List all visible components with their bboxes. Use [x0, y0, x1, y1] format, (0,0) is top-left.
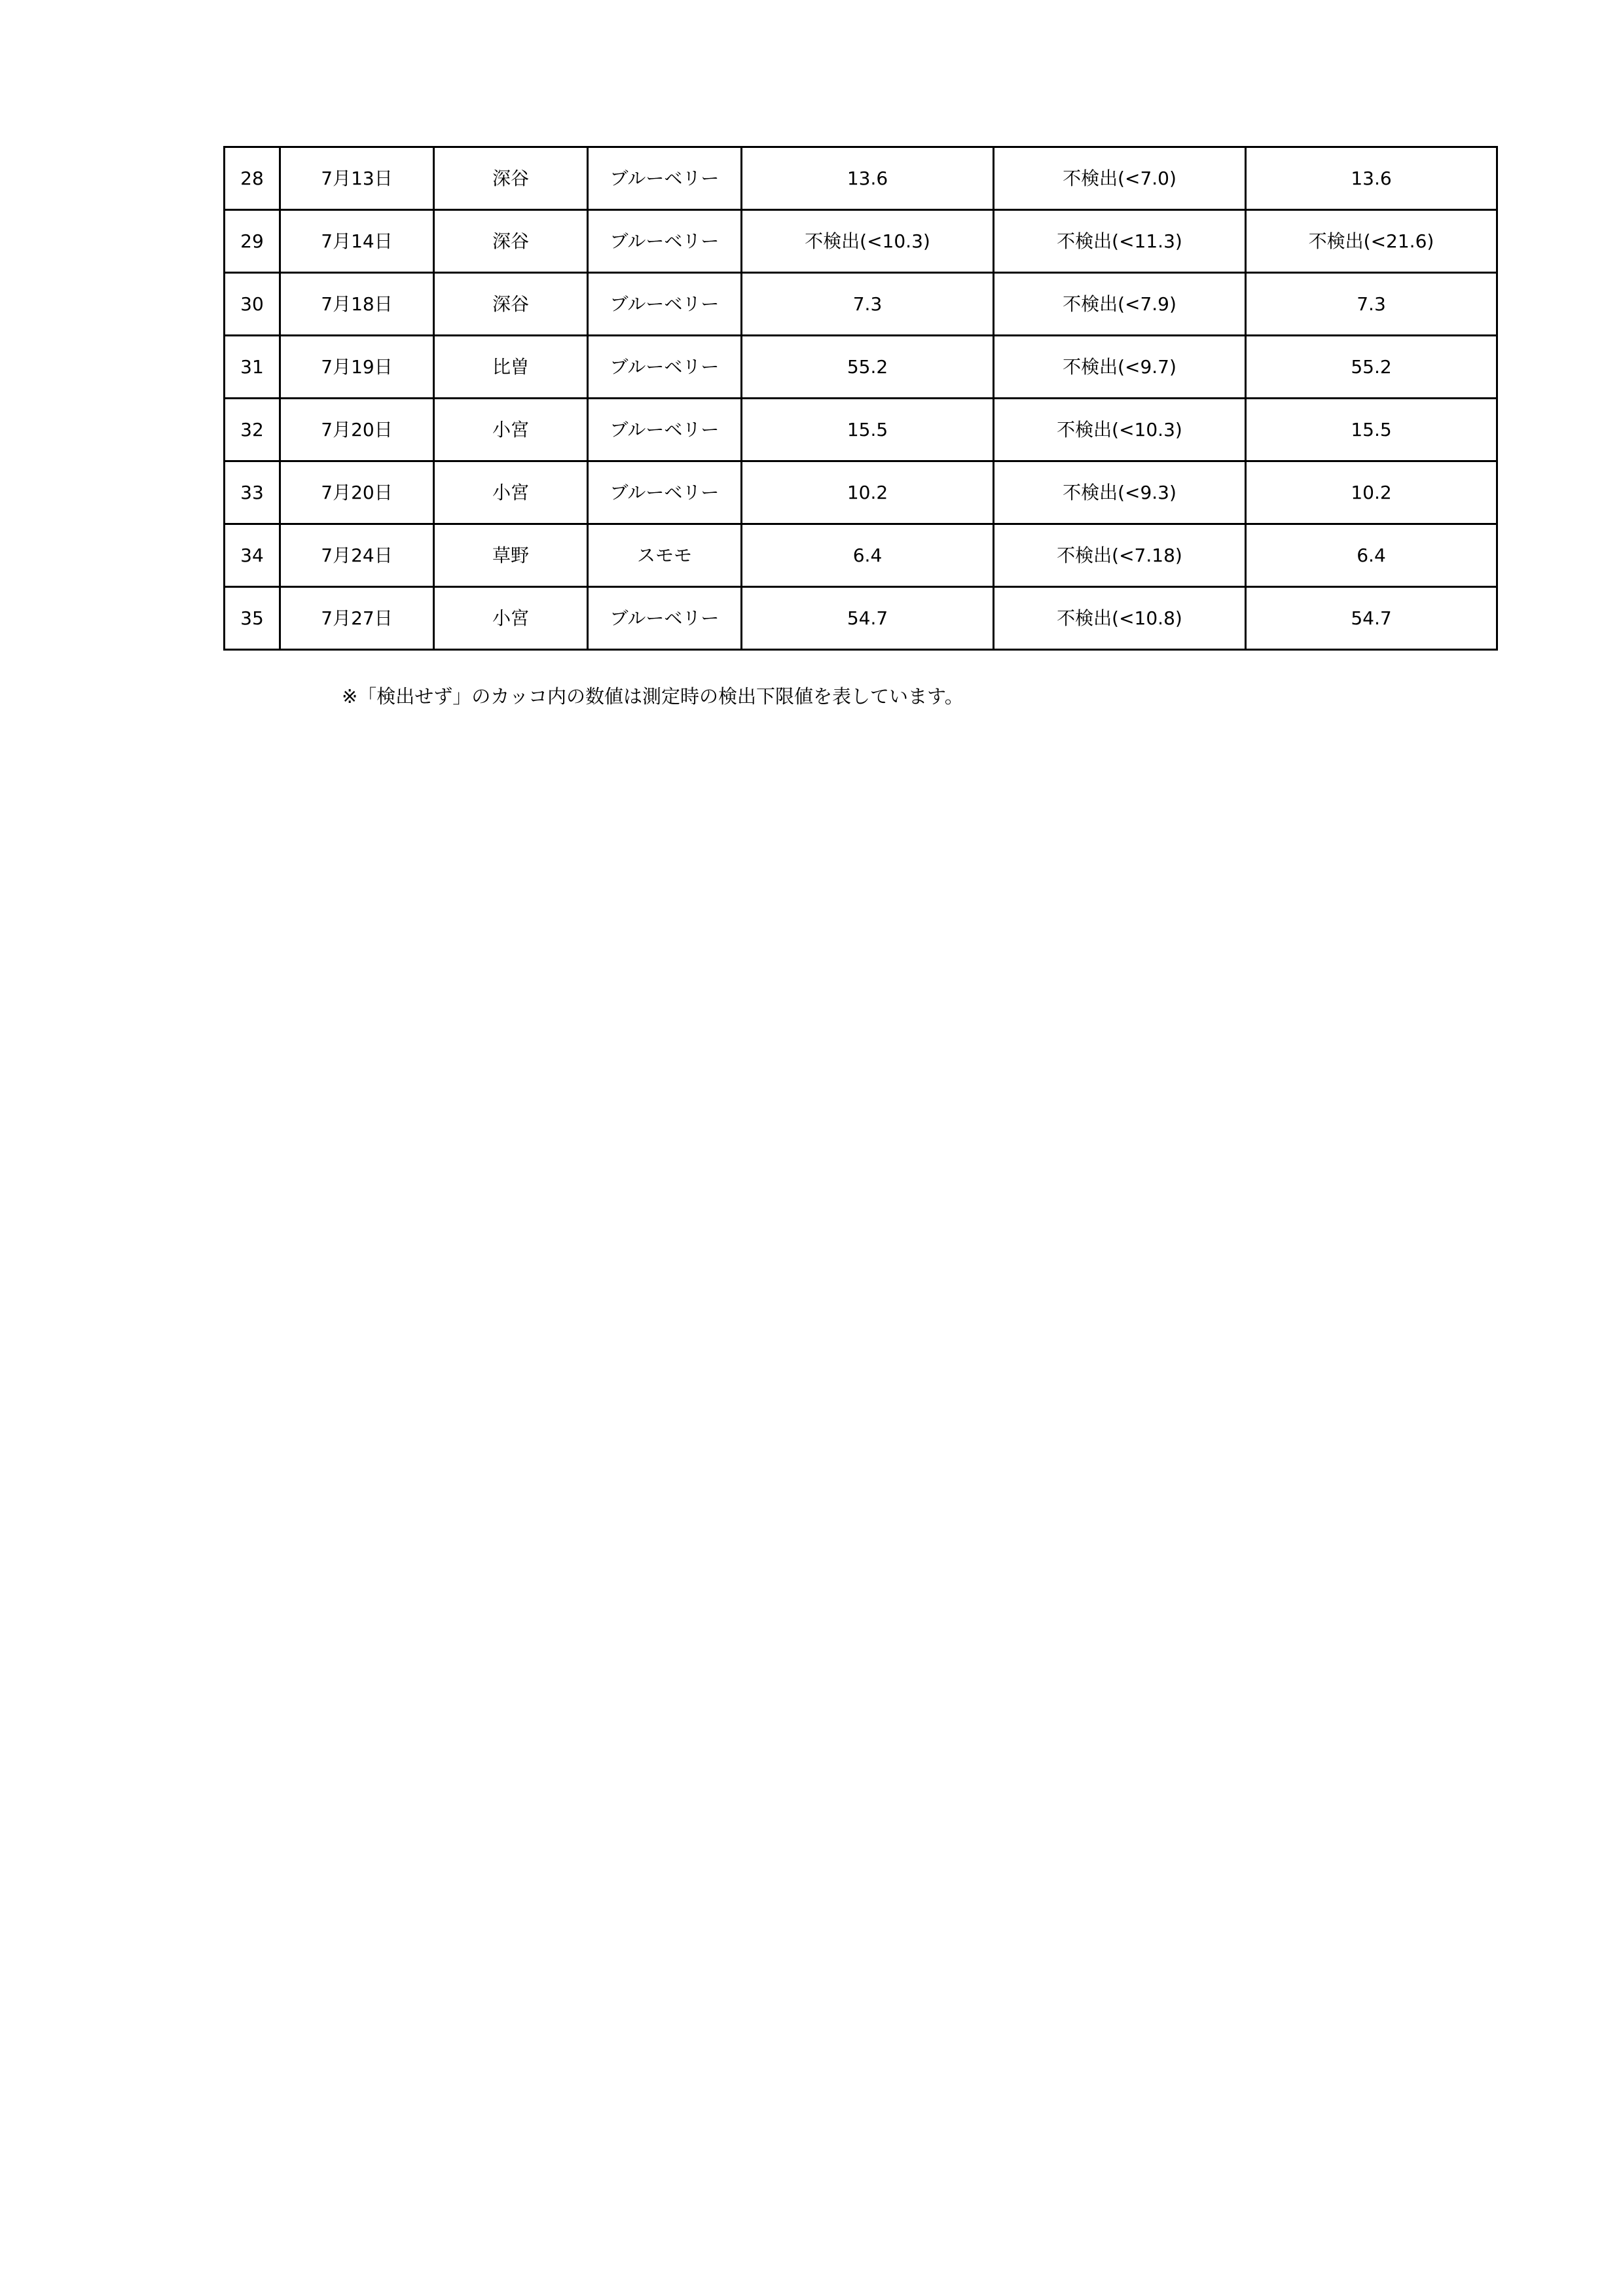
item-cell: ブルーベリー — [588, 587, 742, 650]
area-cell: 草野 — [434, 524, 588, 587]
value-3-cell: 15.5 — [1246, 399, 1497, 461]
item-cell: ブルーベリー — [588, 210, 742, 273]
table-row — [225, 461, 1497, 524]
table-row — [225, 147, 1497, 210]
results-sheet — [223, 146, 1498, 651]
item-cell: ブルーベリー — [588, 273, 742, 336]
date-cell: 7月14日 — [280, 210, 434, 273]
date-cell: 7月20日 — [280, 461, 434, 524]
table-row — [225, 399, 1497, 461]
value-2-cell: 不検出(<10.8) — [994, 587, 1246, 650]
value-2-cell: 不検出(<11.3) — [994, 210, 1246, 273]
table-row — [225, 524, 1497, 587]
value-2-cell: 不検出(<7.18) — [994, 524, 1246, 587]
value-2-cell: 不検出(<9.7) — [994, 336, 1246, 399]
value-3-cell: 55.2 — [1246, 336, 1497, 399]
date-cell: 7月19日 — [280, 336, 434, 399]
value-3-cell: 不検出(<21.6) — [1246, 210, 1497, 273]
value-1-cell: 13.6 — [742, 147, 994, 210]
value-2-cell: 不検出(<7.0) — [994, 147, 1246, 210]
table-row — [225, 587, 1497, 650]
value-1-cell: 7.3 — [742, 273, 994, 336]
footnote: ※「検出せず」のカッコ内の数値は測定時の検出下限値を表しています。 — [342, 685, 964, 708]
item-cell: ブルーベリー — [588, 399, 742, 461]
value-1-cell: 不検出(<10.3) — [742, 210, 994, 273]
date-cell: 7月27日 — [280, 587, 434, 650]
item-cell: ブルーベリー — [588, 461, 742, 524]
table-row — [225, 336, 1497, 399]
value-2-cell: 不検出(<9.3) — [994, 461, 1246, 524]
value-3-cell: 10.2 — [1246, 461, 1497, 524]
row-number-cell: 29 — [225, 210, 280, 273]
value-1-cell: 10.2 — [742, 461, 994, 524]
value-2-cell: 不検出(<10.3) — [994, 399, 1246, 461]
date-cell: 7月20日 — [280, 399, 434, 461]
value-1-cell: 54.7 — [742, 587, 994, 650]
date-cell: 7月24日 — [280, 524, 434, 587]
row-number-cell: 35 — [225, 587, 280, 650]
area-cell: 小宮 — [434, 399, 588, 461]
value-1-cell: 6.4 — [742, 524, 994, 587]
measurement-table — [223, 146, 1498, 651]
value-2-cell: 不検出(<7.9) — [994, 273, 1246, 336]
row-number-cell: 30 — [225, 273, 280, 336]
item-cell: ブルーベリー — [588, 147, 742, 210]
row-number-cell: 31 — [225, 336, 280, 399]
value-3-cell: 6.4 — [1246, 524, 1497, 587]
item-cell: ブルーベリー — [588, 336, 742, 399]
item-cell: スモモ — [588, 524, 742, 587]
value-3-cell: 54.7 — [1246, 587, 1497, 650]
value-3-cell: 13.6 — [1246, 147, 1497, 210]
table-row — [225, 273, 1497, 336]
value-3-cell: 7.3 — [1246, 273, 1497, 336]
area-cell: 深谷 — [434, 273, 588, 336]
row-number-cell: 33 — [225, 461, 280, 524]
date-cell: 7月18日 — [280, 273, 434, 336]
area-cell: 小宮 — [434, 461, 588, 524]
table-body — [225, 147, 1497, 650]
value-1-cell: 15.5 — [742, 399, 994, 461]
area-cell: 深谷 — [434, 210, 588, 273]
value-1-cell: 55.2 — [742, 336, 994, 399]
area-cell: 小宮 — [434, 587, 588, 650]
table-row — [225, 210, 1497, 273]
row-number-cell: 32 — [225, 399, 280, 461]
area-cell: 深谷 — [434, 147, 588, 210]
area-cell: 比曽 — [434, 336, 588, 399]
row-number-cell: 34 — [225, 524, 280, 587]
date-cell: 7月13日 — [280, 147, 434, 210]
row-number-cell: 28 — [225, 147, 280, 210]
